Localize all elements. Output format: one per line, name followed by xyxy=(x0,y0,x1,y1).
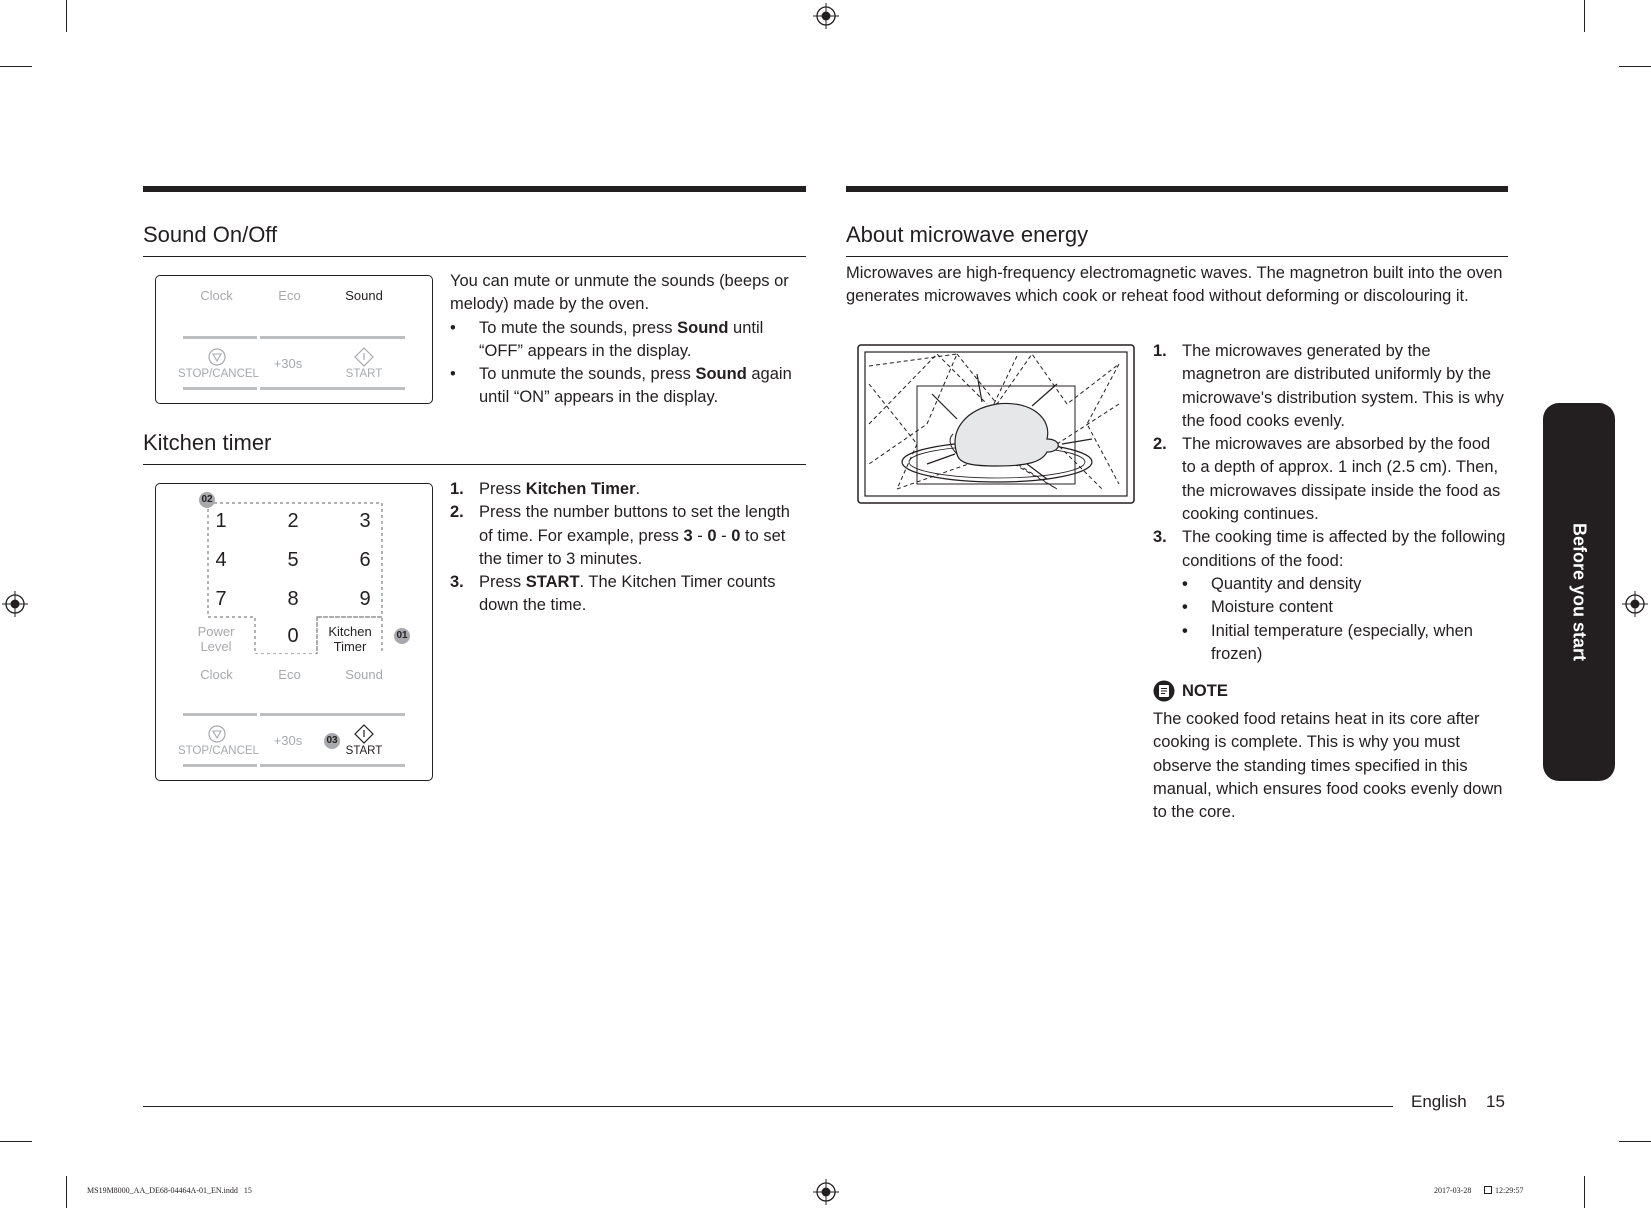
step-number: 2. xyxy=(1153,435,1167,454)
text: . The Kitchen Timer counts down the time. xyxy=(479,573,776,615)
step-badge-03: 03 xyxy=(324,733,340,749)
list-item xyxy=(1153,526,1508,666)
sound-control-panel xyxy=(155,275,433,404)
text: To mute the sounds, press xyxy=(479,318,678,337)
step-badge-01: 01 xyxy=(394,628,410,644)
key-6: 6 xyxy=(359,549,371,571)
key-9: 9 xyxy=(359,588,371,610)
heading-rule xyxy=(143,256,806,257)
kitchen-timer-steps xyxy=(450,478,802,618)
microwave-intro: Microwaves are high-frequency electromagnetic waves. The magnetron built into the oven generates microwaves which cook or reheat food without deforming or discolouring it. xyxy=(846,264,1503,306)
plus30-label: +30s xyxy=(273,733,303,748)
footer-language: English xyxy=(1411,1092,1467,1111)
sub-list-item xyxy=(1182,596,1508,619)
step-number: 3. xyxy=(1153,528,1167,547)
key-5: 5 xyxy=(287,549,299,571)
timer-label: Timer xyxy=(333,639,367,654)
level-label: Level xyxy=(200,639,232,654)
panel-divider xyxy=(260,387,405,390)
eco-label: Eco xyxy=(278,667,301,682)
text: The microwaves generated by the magnetron are distributed uniformly by the microwave's distribution system. This is why the food cooks evenly. xyxy=(1182,342,1504,430)
section-side-tab xyxy=(1543,403,1615,781)
text: Press xyxy=(479,480,526,498)
key-8: 8 xyxy=(287,588,299,610)
bullet: • xyxy=(450,318,456,337)
panel-divider xyxy=(183,336,257,339)
text: Press xyxy=(479,573,526,592)
list-item xyxy=(450,363,800,410)
eco-label: Eco xyxy=(278,288,301,303)
section-top-rule xyxy=(143,186,806,192)
list-item xyxy=(450,571,802,618)
stop-icon xyxy=(208,725,226,743)
heading-rule xyxy=(143,464,806,465)
bold-text: START xyxy=(525,573,580,592)
step-number: 1. xyxy=(1153,342,1167,360)
stop-cancel-label: STOP/CANCEL xyxy=(178,368,259,380)
heading-rule xyxy=(846,256,1508,257)
start-label: START xyxy=(345,368,383,380)
crop-mark xyxy=(0,66,32,67)
list-item xyxy=(450,317,800,364)
bold-text: 0 xyxy=(707,526,717,545)
microwave-list xyxy=(1153,340,1508,666)
text: to set the timer to 3 minutes. xyxy=(479,526,786,568)
page-number: 15 xyxy=(1486,1092,1505,1111)
clock-label: Clock xyxy=(200,288,233,303)
bullet: • xyxy=(1182,621,1188,640)
panel-divider xyxy=(260,764,405,767)
sub-list-item xyxy=(1182,573,1508,596)
start-label: START xyxy=(345,745,383,757)
text: until “OFF” appears in the display. xyxy=(479,318,764,360)
stop-cancel-label: STOP/CANCEL xyxy=(178,745,259,757)
bold-text: 0 xyxy=(731,526,741,545)
crop-mark xyxy=(1584,1176,1585,1208)
registration-mark-icon xyxy=(813,3,839,29)
step-number: 2. xyxy=(450,503,464,522)
bullet: • xyxy=(450,365,456,384)
text: . xyxy=(635,480,641,498)
sub-list-item xyxy=(1182,620,1508,667)
bold-text: Sound xyxy=(677,318,729,337)
sound-intro: You can mute or unmute the sounds (beeps or melody) made by the oven. xyxy=(450,272,789,314)
list-item xyxy=(1153,433,1508,526)
bullet: • xyxy=(1182,598,1188,617)
crop-mark xyxy=(1619,1141,1651,1142)
kitchen-timer-panel xyxy=(155,483,433,781)
registration-mark-icon xyxy=(813,1179,839,1205)
crop-mark xyxy=(1619,66,1651,67)
text: Initial temperature (especially, when frozen) xyxy=(1211,621,1473,663)
start-icon xyxy=(354,347,374,367)
note-icon xyxy=(1153,680,1175,702)
key-7: 7 xyxy=(215,588,227,610)
text: Moisture content xyxy=(1211,598,1333,617)
key-2: 2 xyxy=(287,510,299,532)
print-time: 12:29:57 xyxy=(1495,1186,1524,1195)
sound-heading: Sound On/Off xyxy=(143,222,278,247)
footer-rule xyxy=(143,1106,1393,1107)
crop-mark xyxy=(0,1141,32,1142)
note-label: NOTE xyxy=(1182,682,1228,700)
list-item xyxy=(450,501,802,571)
step-number: 3. xyxy=(450,573,464,592)
bullet: • xyxy=(1182,574,1188,593)
key-1: 1 xyxy=(215,510,227,532)
bold-text: Kitchen Timer xyxy=(525,480,636,498)
side-tab-label: Before you start xyxy=(1569,522,1590,662)
text: Press the number buttons to set the length of time. For example, press xyxy=(479,503,790,545)
panel-divider xyxy=(183,713,257,716)
registration-mark-icon xyxy=(2,591,28,617)
microwave-energy-illustration xyxy=(857,344,1135,504)
power-label: Power xyxy=(197,624,235,639)
step-badge-02: 02 xyxy=(199,492,215,508)
panel-divider xyxy=(183,764,257,767)
text: To unmute the sounds, press xyxy=(479,365,696,384)
print-date: 2017-03-28 xyxy=(1434,1186,1472,1195)
start-icon xyxy=(354,724,374,744)
key-4: 4 xyxy=(215,549,227,571)
bold-text: 3 xyxy=(683,526,693,545)
microwave-heading: About microwave energy xyxy=(846,222,1089,247)
list-item xyxy=(450,478,802,501)
kitchen-label: Kitchen xyxy=(328,624,372,639)
text: - xyxy=(716,526,732,545)
key-0: 0 xyxy=(287,625,299,647)
clock-label: Clock xyxy=(200,667,233,682)
crop-mark xyxy=(66,0,67,32)
key-3: 3 xyxy=(359,510,371,532)
sound-label: Sound xyxy=(345,667,383,682)
text: again until “ON” appears in the display. xyxy=(479,365,792,407)
text: - xyxy=(692,526,708,545)
text: The microwaves are absorbed by the food to a depth of approx. 1 inch (2.5 cm). Then, the microwaves dissipate inside the food as cooking continues. xyxy=(1182,435,1501,524)
text: The cooking time is affected by the following conditions of the food: xyxy=(1182,528,1506,570)
crop-mark xyxy=(66,1176,67,1208)
calendar-icon xyxy=(1484,1186,1492,1194)
plus30-label: +30s xyxy=(273,356,303,371)
sound-instructions xyxy=(450,270,800,410)
bold-text: Sound xyxy=(695,365,747,384)
list-item xyxy=(1153,340,1508,433)
crop-mark xyxy=(1584,0,1585,32)
section-top-rule xyxy=(846,186,1508,192)
file-slug: MS19M8000_AA_DE68-04464A-01_EN.indd 15 xyxy=(87,1186,252,1195)
kitchen-timer-heading: Kitchen timer xyxy=(143,430,272,455)
text: Quantity and density xyxy=(1211,574,1362,593)
panel-divider xyxy=(260,336,405,339)
panel-divider xyxy=(183,387,257,390)
note-text: The cooked food retains heat in its core after cooking is complete. This is why you must observe the standing times specified in this manual, which ensures food cooks evenly down to the core. xyxy=(1153,710,1503,822)
registration-mark-icon xyxy=(1622,591,1648,617)
step-number: 1. xyxy=(450,480,464,498)
stop-icon xyxy=(208,348,226,366)
panel-divider xyxy=(260,713,405,716)
sound-label: Sound xyxy=(345,288,383,303)
